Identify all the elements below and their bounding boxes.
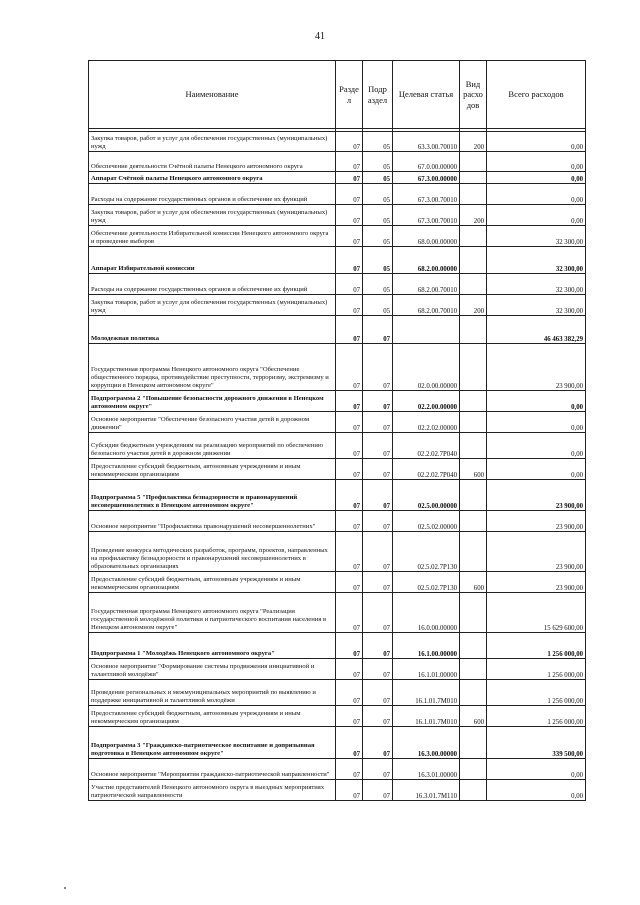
header-name: Наименование: [89, 61, 336, 129]
row-total: 0,00: [487, 412, 586, 433]
row-target-article: 68.2.00.70010: [393, 274, 460, 295]
row-subsection: 07: [363, 706, 393, 727]
table-row: [89, 152, 586, 172]
row-target-article: 63.3.00.70010: [393, 132, 460, 152]
row-target-article: 16.3.00.00000: [393, 727, 460, 759]
row-expense-type: [460, 511, 487, 532]
row-expense-type: [460, 633, 487, 659]
row-total: 1 256 000,00: [487, 680, 586, 706]
row-expense-type: 600: [460, 706, 487, 727]
row-expense-type: 600: [460, 572, 487, 593]
table-row: [89, 316, 586, 344]
row-expense-type: [460, 593, 487, 633]
header-section: Разде л: [336, 61, 363, 129]
row-target-article: 16.0.00.00000: [393, 593, 460, 633]
row-expense-type: [460, 152, 487, 172]
row-expense-type: [460, 391, 487, 412]
table-row: [89, 412, 586, 433]
row-name: Субсидии бюджетным учреждениям на реализацию мероприятий по обеспечению безопасного участия детей в дорожном движении: [89, 433, 336, 459]
table-row: [89, 459, 586, 480]
row-section: 07: [336, 152, 363, 172]
row-target-article: 02.5.02.00000: [393, 511, 460, 532]
row-section: 07: [336, 295, 363, 316]
row-total: 0,00: [487, 780, 586, 801]
table-row: [89, 759, 586, 780]
row-subsection: 07: [363, 344, 393, 391]
row-section: 07: [336, 680, 363, 706]
row-subsection: 07: [363, 480, 393, 511]
row-expense-type: [460, 184, 487, 205]
row-section: 07: [336, 344, 363, 391]
header-total: Всего расходов: [487, 61, 586, 129]
table-row: [89, 532, 586, 572]
row-expense-type: [460, 759, 487, 780]
row-total: 0,00: [487, 152, 586, 172]
row-expense-type: [460, 412, 487, 433]
row-total: 0,00: [487, 172, 586, 184]
row-target-article: 68.0.00.00000: [393, 226, 460, 247]
row-expense-type: [460, 780, 487, 801]
row-section: 07: [336, 780, 363, 801]
row-section: 07: [336, 184, 363, 205]
row-target-article: 02.5.02.7Р130: [393, 532, 460, 572]
row-name: Расходы на содержание государственных органов и обеспечение их функций: [89, 184, 336, 205]
row-section: 07: [336, 205, 363, 226]
row-name: Молодежная политика: [89, 316, 336, 344]
row-section: 07: [336, 316, 363, 344]
row-expense-type: 200: [460, 205, 487, 226]
row-subsection: 07: [363, 572, 393, 593]
row-section: 07: [336, 226, 363, 247]
row-target-article: 68.2.00.00000: [393, 247, 460, 274]
row-name: Предоставление субсидий бюджетным, автономным учреждениям и иным некоммерческим организациям: [89, 706, 336, 727]
row-target-article: 16.3.01.00000: [393, 759, 460, 780]
budget-table: [88, 60, 586, 801]
row-subsection: 05: [363, 152, 393, 172]
row-name: Государственная программа Ненецкого автономного округа "Реализация государственной молодёжной политики и патриотического воспитания населения в Ненецком автономном округе": [89, 593, 336, 633]
row-name: Обеспечение деятельности Счётной палаты Ненецкого автономного округа: [89, 152, 336, 172]
row-name: Подпрограмма 3 "Гражданско-патриотическое воспитание и допризывная подготовка в Ненецком автономном округе": [89, 727, 336, 759]
row-section: 07: [336, 274, 363, 295]
row-total: 23 900,00: [487, 480, 586, 511]
row-target-article: 02.2.02.00000: [393, 412, 460, 433]
row-subsection: 07: [363, 316, 393, 344]
table-row: [89, 511, 586, 532]
row-expense-type: [460, 247, 487, 274]
row-name: Закупка товаров, работ и услуг для обеспечения государственных (муниципальных) нужд: [89, 295, 336, 316]
row-total: 32 300,00: [487, 226, 586, 247]
row-name: Подпрограмма 1 "Молодёжь Ненецкого автономного округа": [89, 633, 336, 659]
row-name: Предоставление субсидий бюджетным, автономным учреждениям и иным некоммерческим организациям: [89, 459, 336, 480]
row-subsection: 05: [363, 274, 393, 295]
row-expense-type: [460, 433, 487, 459]
table-row: [89, 226, 586, 247]
row-subsection: 07: [363, 511, 393, 532]
table-header-row: [89, 61, 586, 129]
row-section: 07: [336, 459, 363, 480]
row-expense-type: 200: [460, 132, 487, 152]
row-name: Предоставление субсидий бюджетным, автономным учреждениям и иным некоммерческим организациям: [89, 572, 336, 593]
row-subsection: 07: [363, 727, 393, 759]
row-subsection: 07: [363, 412, 393, 433]
row-total: 46 463 382,29: [487, 316, 586, 344]
row-target-article: 67.3.00.70010: [393, 205, 460, 226]
row-subsection: 05: [363, 295, 393, 316]
row-name: Участие представителей Ненецкого автономного округа в выездных мероприятиях патриотической направленности: [89, 780, 336, 801]
header-expense-type: Вид расхо дов: [460, 61, 487, 129]
row-section: 07: [336, 132, 363, 152]
row-target-article: 16.1.01.7М010: [393, 706, 460, 727]
row-name: Расходы на содержание государственных органов и обеспечение их функций: [89, 274, 336, 295]
scan-speck: [64, 887, 66, 889]
row-name: Проведение конкурса методических разработок, программ, проектов, направленных на профилактику безнадзорности и правонарушений несовершеннолетних в образовательных организациях: [89, 532, 336, 572]
row-name: Подпрограмма 2 "Повышение безопасности дорожного движения в Ненецком автономном округе": [89, 391, 336, 412]
row-subsection: 05: [363, 205, 393, 226]
row-subsection: 05: [363, 172, 393, 184]
row-subsection: 07: [363, 633, 393, 659]
row-target-article: 02.5.02.7Р130: [393, 572, 460, 593]
row-total: 0,00: [487, 759, 586, 780]
row-name: Закупка товаров, работ и услуг для обеспечения государственных (муниципальных) нужд: [89, 205, 336, 226]
table-row: [89, 480, 586, 511]
row-subsection: 07: [363, 680, 393, 706]
row-section: 07: [336, 572, 363, 593]
row-target-article: 16.3.01.7М110: [393, 780, 460, 801]
row-section: 07: [336, 593, 363, 633]
table-row: [89, 172, 586, 184]
row-expense-type: [460, 316, 487, 344]
row-name: Подпрограмма 5 "Профилактика безнадзорности и правонарушений несовершеннолетних в Ненецком автономном округе": [89, 480, 336, 511]
row-name: Аппарат Избирательной комиссии: [89, 247, 336, 274]
row-total: 0,00: [487, 132, 586, 152]
row-subsection: 05: [363, 226, 393, 247]
table-row: [89, 680, 586, 706]
row-subsection: 05: [363, 132, 393, 152]
row-name: Аппарат Счётной палаты Ненецкого автономного округа: [89, 172, 336, 184]
table-row: [89, 593, 586, 633]
row-expense-type: [460, 532, 487, 572]
header-target-article: Целевая статья: [393, 61, 460, 129]
row-subsection: 07: [363, 532, 393, 572]
row-section: 07: [336, 172, 363, 184]
row-subsection: 05: [363, 184, 393, 205]
row-total: 1 256 000,00: [487, 659, 586, 680]
row-total: 0,00: [487, 433, 586, 459]
row-name: Закупка товаров, работ и услуг для обеспечения государственных (муниципальных) нужд: [89, 132, 336, 152]
table-row: [89, 295, 586, 316]
row-expense-type: [460, 172, 487, 184]
row-total: 1 256 000,00: [487, 633, 586, 659]
row-subsection: 07: [363, 391, 393, 412]
row-total: 0,00: [487, 391, 586, 412]
row-name: Основное мероприятие "Обеспечение безопасного участия детей в дорожном движении": [89, 412, 336, 433]
row-section: 07: [336, 633, 363, 659]
row-name: Основное мероприятие "Формирование системы продвижения инициативной и талантливой молодёжи": [89, 659, 336, 680]
row-total: 32 300,00: [487, 295, 586, 316]
row-target-article: 16.1.01.7М010: [393, 680, 460, 706]
table-row: [89, 274, 586, 295]
row-target-article: 68.2.00.70010: [393, 295, 460, 316]
table-row: [89, 633, 586, 659]
row-target-article: 67.3.00.00000: [393, 172, 460, 184]
row-total: 32 300,00: [487, 247, 586, 274]
row-total: 32 300,00: [487, 274, 586, 295]
table-row: [89, 433, 586, 459]
row-name: Основное мероприятие "Мероприятия гражданско-патриотической направленности": [89, 759, 336, 780]
row-total: 0,00: [487, 459, 586, 480]
row-total: 23 900,00: [487, 532, 586, 572]
row-target-article: 02.5.00.00000: [393, 480, 460, 511]
row-name: Обеспечение деятельности Избирательной комиссии Ненецкого автономного округа и проведение выборов: [89, 226, 336, 247]
row-target-article: 16.1.00.00000: [393, 633, 460, 659]
row-total: 23 900,00: [487, 344, 586, 391]
row-target-article: 02.2.02.7Р040: [393, 433, 460, 459]
row-section: 07: [336, 706, 363, 727]
row-total: 1 256 000,00: [487, 706, 586, 727]
row-section: 07: [336, 433, 363, 459]
row-expense-type: [460, 344, 487, 391]
row-target-article: 02.0.00.00000: [393, 344, 460, 391]
table-row: [89, 659, 586, 680]
row-expense-type: [460, 480, 487, 511]
row-total: 0,00: [487, 205, 586, 226]
row-expense-type: 600: [460, 459, 487, 480]
row-section: 07: [336, 659, 363, 680]
row-target-article: [393, 316, 460, 344]
row-subsection: 07: [363, 759, 393, 780]
row-expense-type: [460, 274, 487, 295]
table-row: [89, 572, 586, 593]
row-section: 07: [336, 759, 363, 780]
row-target-article: 02.2.00.00000: [393, 391, 460, 412]
header-subsection: Подр аздел: [363, 61, 393, 129]
row-expense-type: [460, 680, 487, 706]
row-target-article: 67.3.00.70010: [393, 184, 460, 205]
row-total: 339 500,00: [487, 727, 586, 759]
table-row: [89, 780, 586, 801]
row-expense-type: [460, 226, 487, 247]
row-section: 07: [336, 480, 363, 511]
table-row: [89, 184, 586, 205]
table-row: [89, 132, 586, 152]
row-subsection: 07: [363, 659, 393, 680]
row-name: Проведение региональных и межмуниципальных мероприятий по выявлению и поддержке инициативной и талантливой молодёжи: [89, 680, 336, 706]
row-total: 15 629 600,00: [487, 593, 586, 633]
row-section: 07: [336, 391, 363, 412]
row-target-article: 02.2.02.7Р040: [393, 459, 460, 480]
row-subsection: 07: [363, 593, 393, 633]
row-subsection: 05: [363, 247, 393, 274]
row-section: 07: [336, 247, 363, 274]
row-expense-type: [460, 727, 487, 759]
row-expense-type: [460, 659, 487, 680]
row-name: Основное мероприятие "Профилактика правонарушений несовершеннолетних": [89, 511, 336, 532]
table-row: [89, 706, 586, 727]
table-body: [89, 132, 586, 801]
table-row: [89, 391, 586, 412]
row-section: 07: [336, 511, 363, 532]
row-subsection: 07: [363, 780, 393, 801]
table-row: [89, 344, 586, 391]
row-total: 0,00: [487, 184, 586, 205]
row-section: 07: [336, 412, 363, 433]
row-total: 23 900,00: [487, 572, 586, 593]
row-section: 07: [336, 727, 363, 759]
row-expense-type: 200: [460, 295, 487, 316]
table-row: [89, 727, 586, 759]
table-row: [89, 247, 586, 274]
row-target-article: 67.0.00.00000: [393, 152, 460, 172]
row-target-article: 16.1.01.00000: [393, 659, 460, 680]
table-row: [89, 205, 586, 226]
row-total: 23 900,00: [487, 511, 586, 532]
row-subsection: 07: [363, 459, 393, 480]
row-section: 07: [336, 532, 363, 572]
row-subsection: 07: [363, 433, 393, 459]
page-number: 41: [315, 31, 325, 42]
row-name: Государственная программа Ненецкого автономного округа "Обеспечение общественного порядка, противодействие преступности, терроризму, экстремизму и коррупции в Ненецком автономном округе": [89, 344, 336, 391]
